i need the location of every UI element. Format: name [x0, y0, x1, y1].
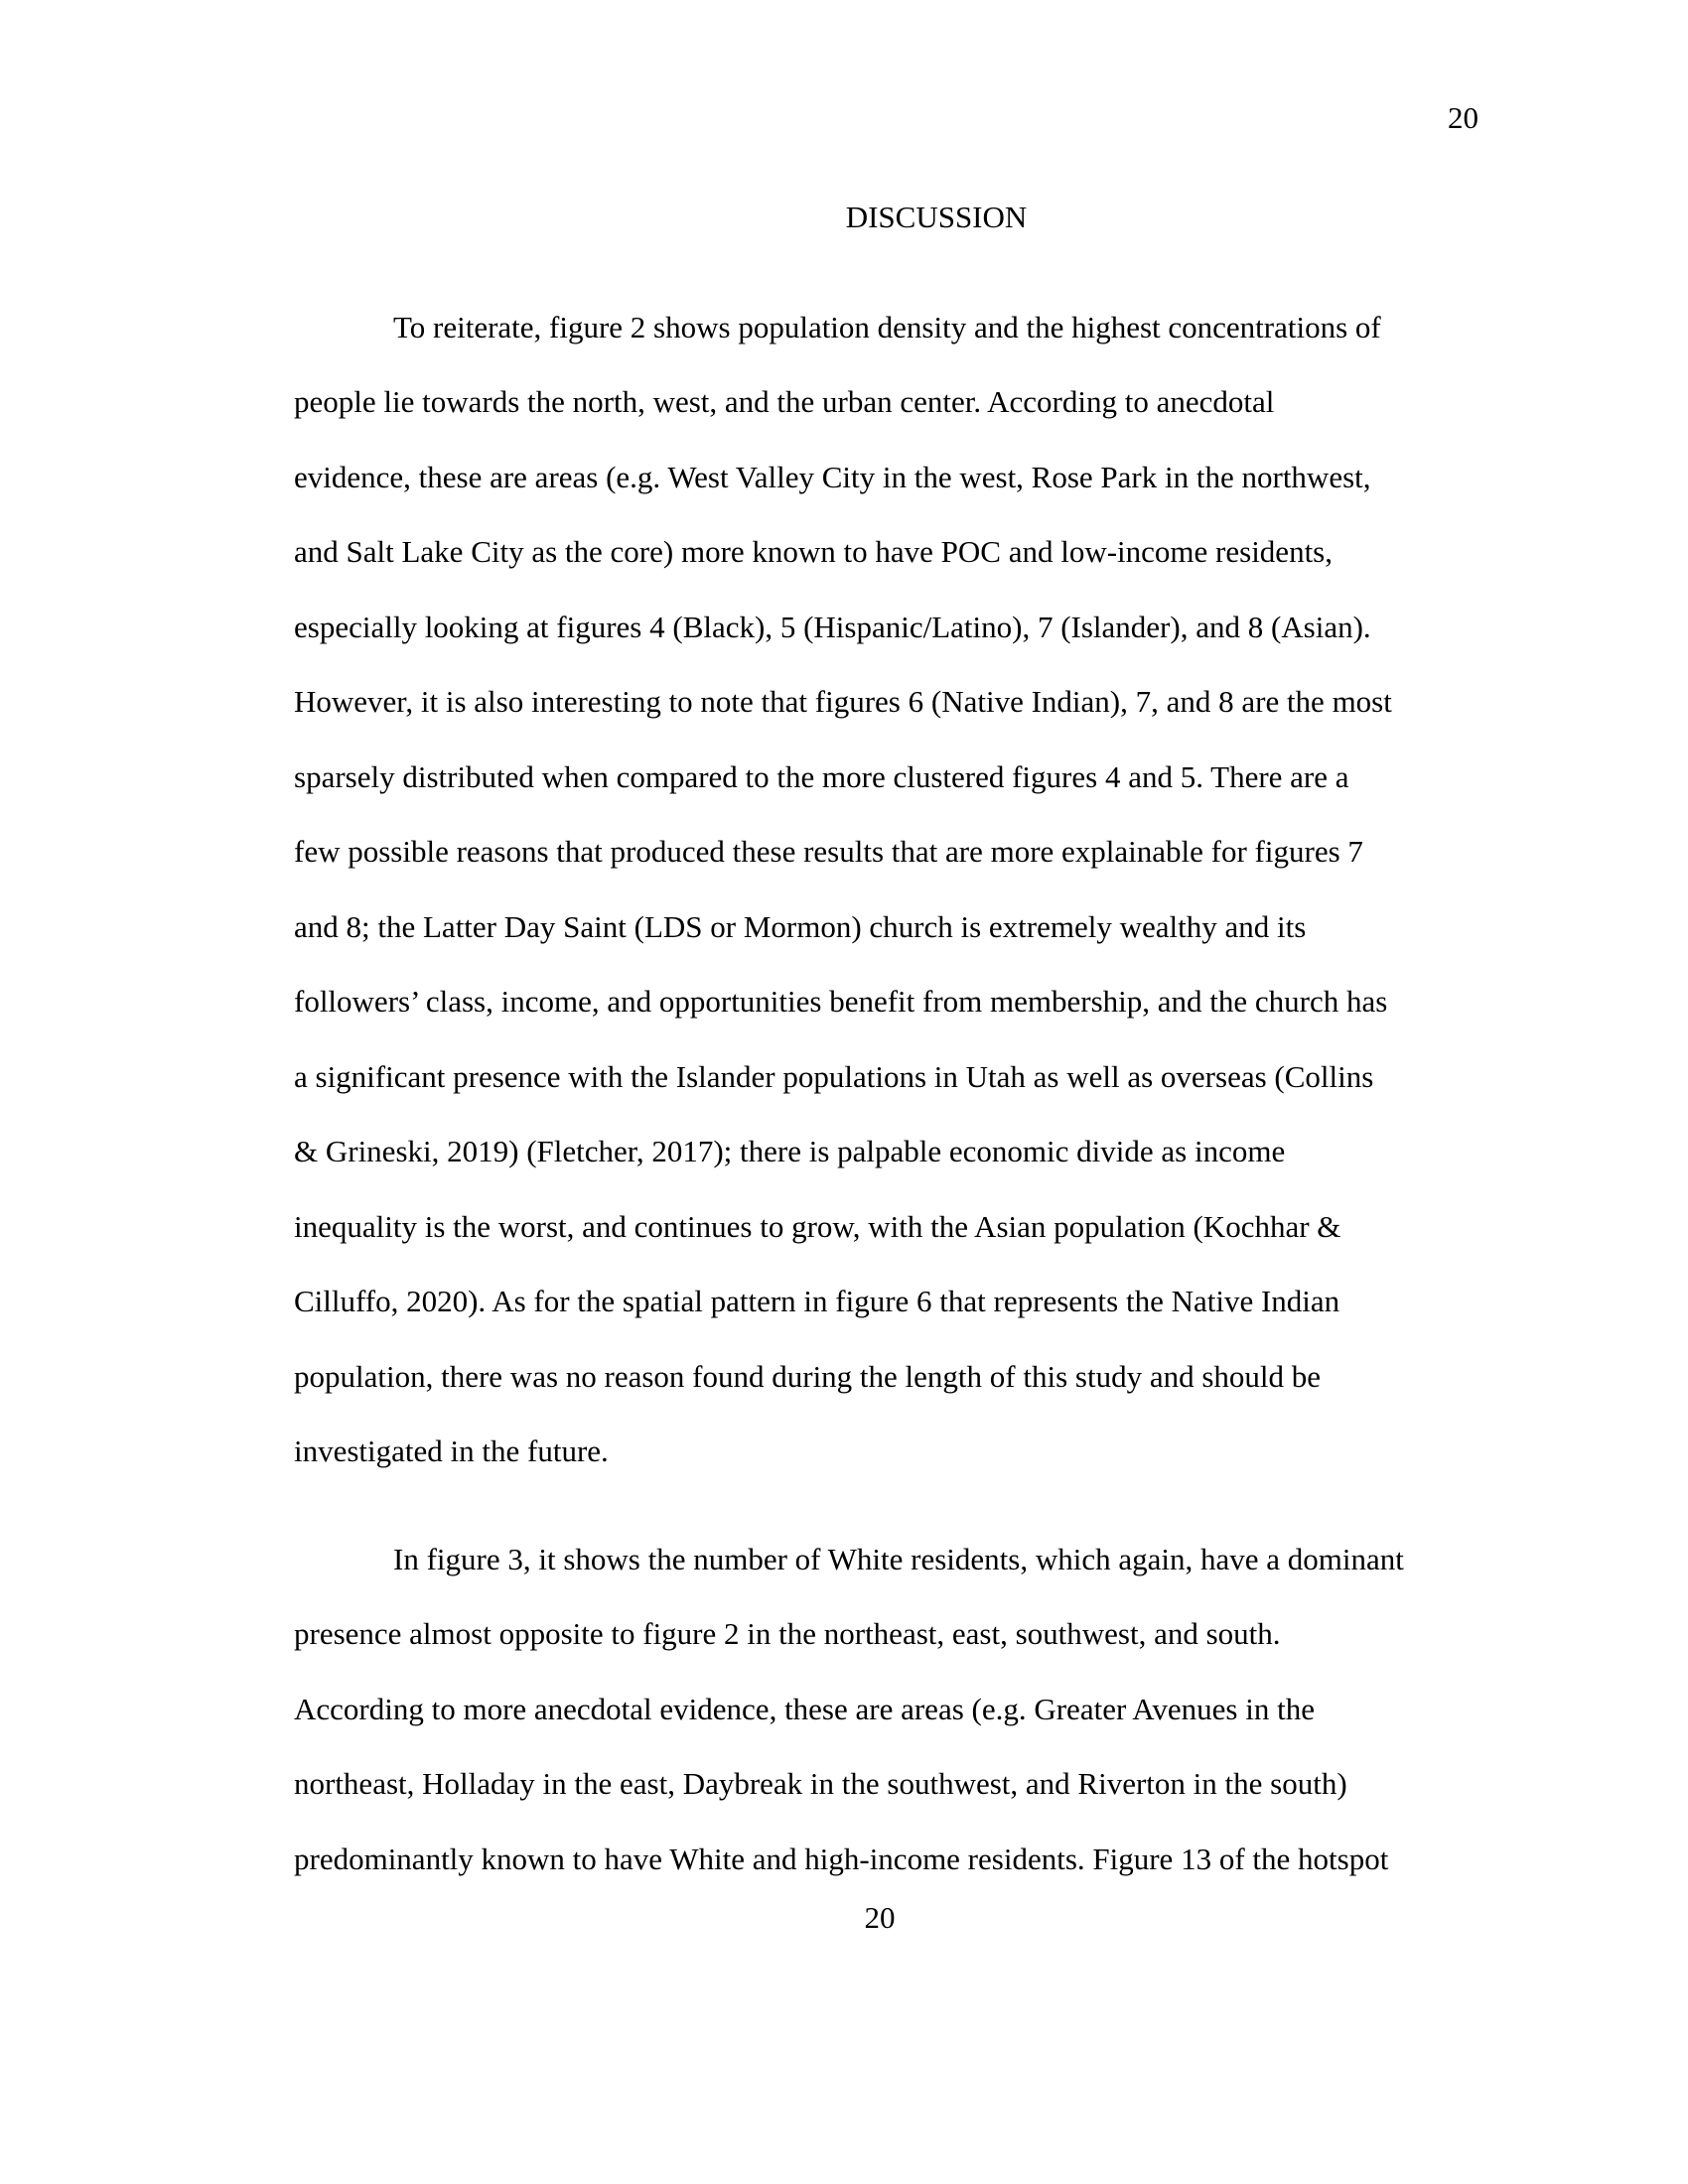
paragraph-line: few possible reasons that produced these results that are more explainable for figures 7 [294, 834, 1363, 869]
paragraph-line: people lie towards the north, west, and the urban center. According to anecdotal [294, 384, 1275, 419]
paragraph-line: According to more anecdotal evidence, these are areas (e.g. Greater Avenues in the [294, 1692, 1315, 1726]
page-number-bottom: 20 [864, 1900, 896, 1935]
paragraph-line: investigated in the future. [294, 1433, 609, 1468]
paragraph-line: Cilluffo, 2020). As for the spatial pattern in figure 6 that represents the Native Indian [294, 1284, 1340, 1318]
paragraph-line: and Salt Lake City as the core) more known to have POC and low-income residents, [294, 534, 1333, 569]
paragraph-line: & Grineski, 2019) (Fletcher, 2017); there is palpable economic divide as income [294, 1134, 1286, 1168]
paragraph-line: predominantly known to have White and high-income residents. Figure 13 of the hotspot [294, 1842, 1389, 1876]
paragraph-line: inequality is the worst, and continues to grow, with the Asian population (Kochhar & [294, 1209, 1341, 1244]
paragraph-line: population, there was no reason found during the length of this study and should be [294, 1359, 1322, 1394]
section-heading: DISCUSSION [845, 200, 1028, 234]
paragraph-line: evidence, these are areas (e.g. West Valley City in the west, Rose Park in the northwest, [294, 460, 1371, 494]
paragraph-line: northeast, Holladay in the east, Daybreak in the southwest, and Riverton in the south) [294, 1766, 1347, 1801]
paragraph-line: especially looking at figures 4 (Black), 5 (Hispanic/Latino), 7 (Islander), and 8 (Asian). [294, 610, 1371, 644]
paragraph-line: sparsely distributed when compared to the more clustered figures 4 and 5. There are a [294, 759, 1349, 794]
paragraph-line: a significant presence with the Islander populations in Utah as well as overseas (Collins [294, 1059, 1374, 1094]
paragraph-line: presence almost opposite to figure 2 in the northeast, east, southwest, and south. [294, 1616, 1281, 1651]
paragraph-line: In figure 3, it shows the number of White residents, which again, have a dominant [393, 1542, 1404, 1576]
paragraph-line: To reiterate, figure 2 shows population density and the highest concentrations of [393, 310, 1381, 344]
paragraph-line: followers’ class, income, and opportunities benefit from membership, and the church has [294, 984, 1388, 1019]
paragraph-line: However, it is also interesting to note that figures 6 (Native Indian), 7, and 8 are the most [294, 684, 1392, 719]
paragraph-line: and 8; the Latter Day Saint (LDS or Mormon) church is extremely wealthy and its [294, 909, 1307, 944]
page-number-top: 20 [1448, 100, 1478, 135]
